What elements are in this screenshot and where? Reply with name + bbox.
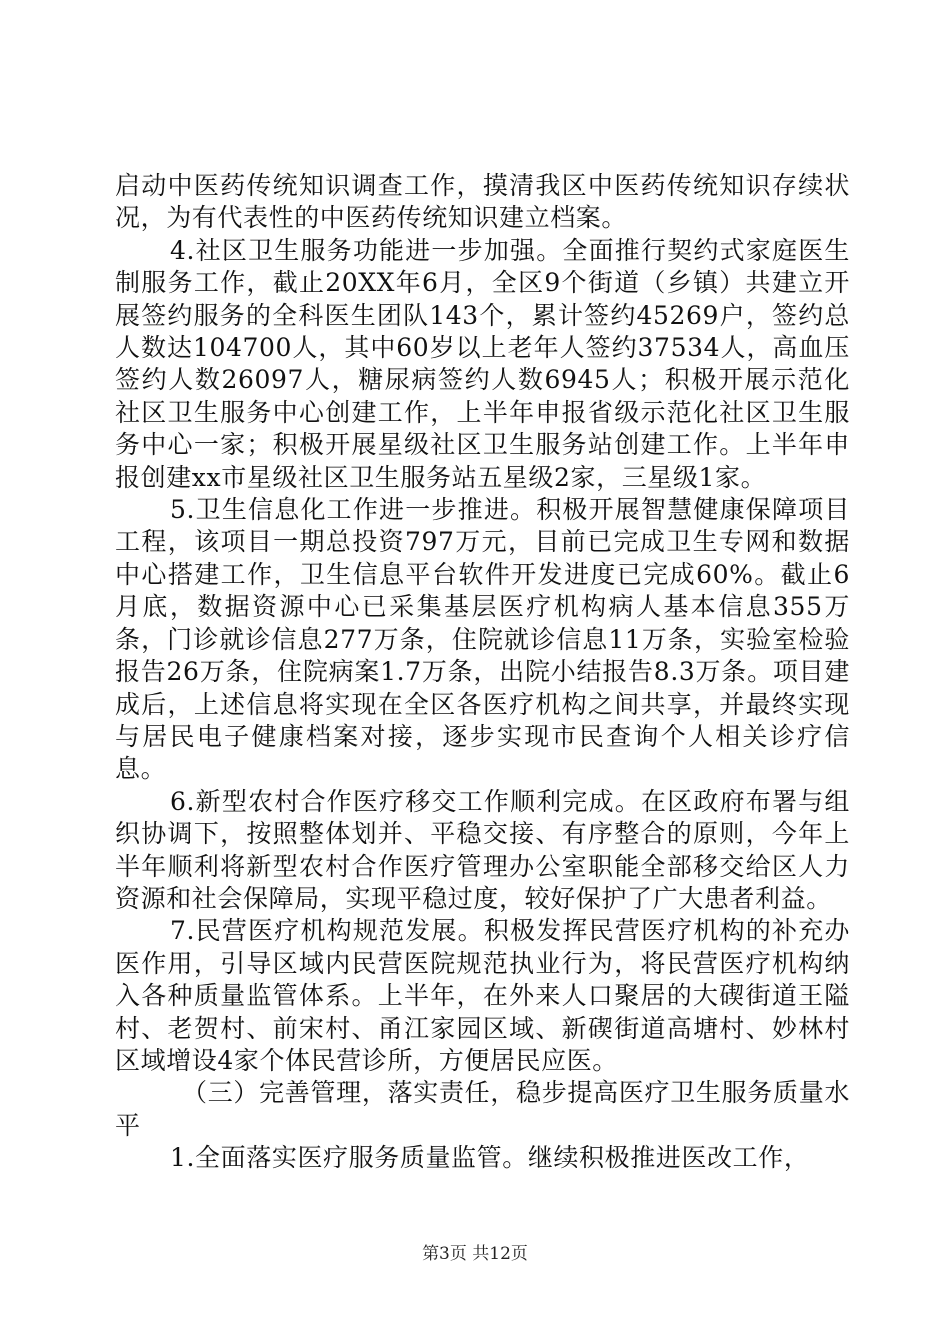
paragraph-item-7: 7.民营医疗机构规范发展。积极发挥民营医疗机构的补充办医作用，引导区域内民营医院规范执业行为，将民营医疗机构纳入各种质量监管体系。上半年，在外来人口聚居的大碶街道王隘村、老贺村、前宋村、甬江家园区域、新碶街道高塘村、妙林村区域增设4家个体民营诊所，方便居民应医。	[115, 916, 850, 1075]
document-body	[115, 170, 850, 1175]
paragraph-intro-continuation: 启动中医药传统知识调查工作，摸清我区中医药传统知识存续状况，为有代表性的中医药传统知识建立档案。	[115, 171, 850, 233]
paragraph-item-5: 5.卫生信息化工作进一步推进。积极开展智慧健康保障项目工程，该项目一期总投资797万元，目前已完成卫生专网和数据中心搭建工作，卫生信息平台软件开发进度已完成60%。截止6月底，数据资源中心已采集基层医疗机构病人基本信息355万条，门诊就诊信息277万条，住院就诊信息11万条，实验室检验报告26万条，住院病案1.7万条，出院小结报告8.3万条。项目建成后，上述信息将实现在全区各医疗机构之间共享，并最终实现与居民电子健康档案对接，逐步实现市民查询个人相关诊疗信息。	[115, 495, 850, 784]
paragraph-item-4: 4.社区卫生服务功能进一步加强。全面推行契约式家庭医生制服务工作，截止20XX年6月，全区9个街道（乡镇）共建立开展签约服务的全科医生团队143个，累计签约45269户，签约总人数达104700人，其中60岁以上老年人签约37534人，高血压签约人数26097人，糖尿病签约人数6945人；积极开展示范化社区卫生服务中心创建工作，上半年申报省级示范化社区卫生服务中心一家；积极开展星级社区卫生服务站创建工作。上半年申报创建xx市星级社区卫生服务站五星级2家，三星级1家。	[115, 235, 850, 492]
paragraph-section-3-item-1: 1.全面落实医疗服务质量监管。继续积极推进医改工作，	[170, 1143, 810, 1173]
paragraph-item-6: 6.新型农村合作医疗移交工作顺利完成。在区政府布署与组织协调下，按照整体划并、平稳交接、有序整合的原则，今年上半年顺利将新型农村合作医疗管理办公室职能全部移交给区人力资源和社会保障局，实现平稳过度，较好保护了广大患者利益。	[115, 786, 850, 913]
section-heading-3: （三）完善管理，落实责任，稳步提高医疗卫生服务质量水平	[115, 1078, 850, 1140]
page-footer: 第3页 共12页	[422, 1244, 528, 1264]
